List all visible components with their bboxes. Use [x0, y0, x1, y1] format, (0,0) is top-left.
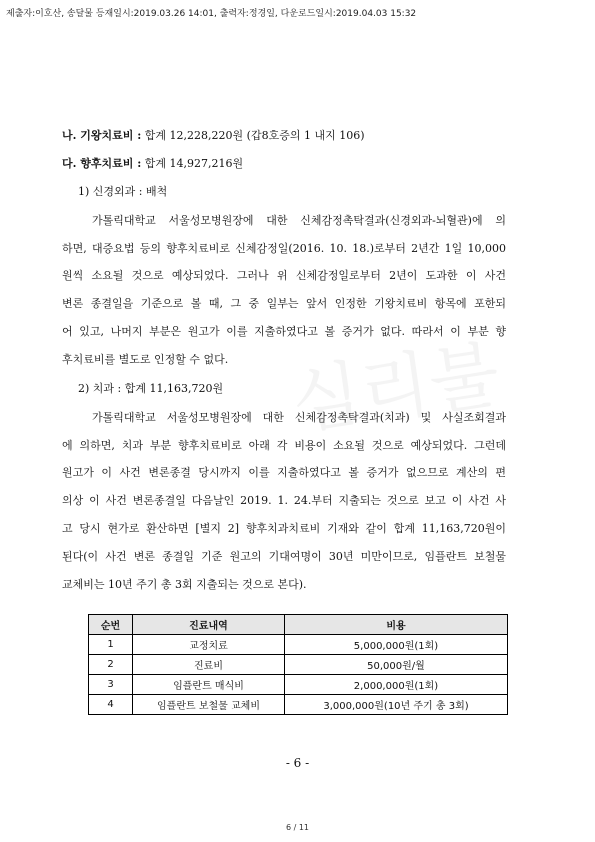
dental-line: 원고가 이 사건 변론종결 당시까지 이를 지출하였다고 볼 증거가 없으므로 계산의 편 — [62, 466, 506, 479]
page-footer: 6 / 11 — [285, 823, 310, 832]
column-header-cost: 비용 — [285, 615, 508, 635]
table-cell-number: 2 — [89, 655, 133, 675]
dental-line: 의상 이 사건 변론종결일 다음날인 2019. 1. 24.부터 지출되는 것으로 보고 이 사건 사 — [62, 494, 506, 507]
table-cell-number: 4 — [89, 695, 133, 715]
table-cell-treatment: 임플란트 보철물 교체비 — [133, 695, 285, 715]
dental-line: 된다(이 사건 변론 종결일 기준 원고의 기대여명이 30년 미만이므로, 임플란트 보철물 — [62, 550, 506, 563]
section-da-label: 다. 향후치료비 : — [62, 157, 142, 170]
table-cell-number: 1 — [89, 635, 133, 655]
neuro-line: 하면, 대증요법 등의 향후치료비로 신체감정일(2016. 10. 18.)로부터 2년간 1일 10,000 — [62, 242, 506, 255]
dental-line: 가톨릭대학교 서울성모병원장에 대한 신체감정촉탁결과(치과) 및 사실조회결과 — [92, 411, 506, 424]
table-row — [89, 675, 508, 695]
dental-line: 에 의하면, 치과 부분 향후치료비로 아래 각 비용이 소요될 것으로 예상되었다. 그런데 — [62, 439, 506, 452]
dental-cost-table — [88, 614, 508, 715]
section-da-value: 합계 14,927,216원 — [141, 157, 244, 170]
neuro-line: 가톨릭대학교 서울성모병원장에 대한 신체감정촉탁결과(신경외과-뇌혈관)에 의 — [92, 214, 506, 227]
table-cell-cost: 2,000,000원(1회) — [285, 675, 508, 695]
neuro-line: 변론 종결일을 기준으로 볼 때, 그 중 일부는 앞서 인정한 기왕치료비 항목에 포한되 — [62, 297, 506, 310]
dental-line: 고 당시 현가로 환산하면 [별지 2] 향후치과치료비 기재와 같이 합계 11,163,720원이 — [62, 522, 506, 535]
neuro-line: 후치료비를 별도로 인정할 수 없다. — [62, 353, 229, 366]
document-header: 제출자:이호산, 송달물 등재일시:2019.03.26 14:01, 출력자:정경일, 다운로드일시:2019.04.03 15:32 — [6, 9, 417, 19]
table-cell-cost: 5,000,000원(1회) — [285, 635, 508, 655]
table-row — [89, 655, 508, 675]
neuro-line: 어 있고, 나머지 부분은 원고가 이를 지출하였다고 볼 증거가 없다. 따라서 이 부분 향 — [62, 325, 506, 338]
neuro-line: 원씩 소요될 것으로 예상되었다. 그러나 위 신체감정일로부터 2년이 도과한 이 사건 — [62, 269, 506, 282]
table-cell-treatment: 교정치료 — [133, 635, 285, 655]
table-cell-number: 3 — [89, 675, 133, 695]
table-row — [89, 695, 508, 715]
table-cell-treatment: 임플란트 매식비 — [133, 675, 285, 695]
column-header-treatment: 진료내역 — [133, 615, 285, 635]
neuro-heading: 1) 신경외과 : 배척 — [78, 185, 168, 198]
page-number: - 6 - — [285, 756, 310, 770]
dental-heading: 2) 치과 : 합계 11,163,720원 — [78, 382, 224, 395]
table-row — [89, 635, 508, 655]
table-cell-cost: 50,000원/월 — [285, 655, 508, 675]
section-da — [62, 155, 243, 171]
table-header-row — [89, 615, 508, 635]
dental-line: 교체비는 10년 주기 총 3회 지출되는 것으로 본다). — [62, 578, 307, 591]
column-header-number: 순번 — [89, 615, 133, 635]
table-cell-treatment: 진료비 — [133, 655, 285, 675]
section-na-value: 합계 12,228,220원 (갑8호증의 1 내지 106) — [141, 129, 365, 142]
section-na-label: 나. 기왕치료비 : — [62, 129, 142, 142]
section-na — [62, 127, 364, 143]
table-cell-cost: 3,000,000원(10년 주기 총 3회) — [285, 695, 508, 715]
